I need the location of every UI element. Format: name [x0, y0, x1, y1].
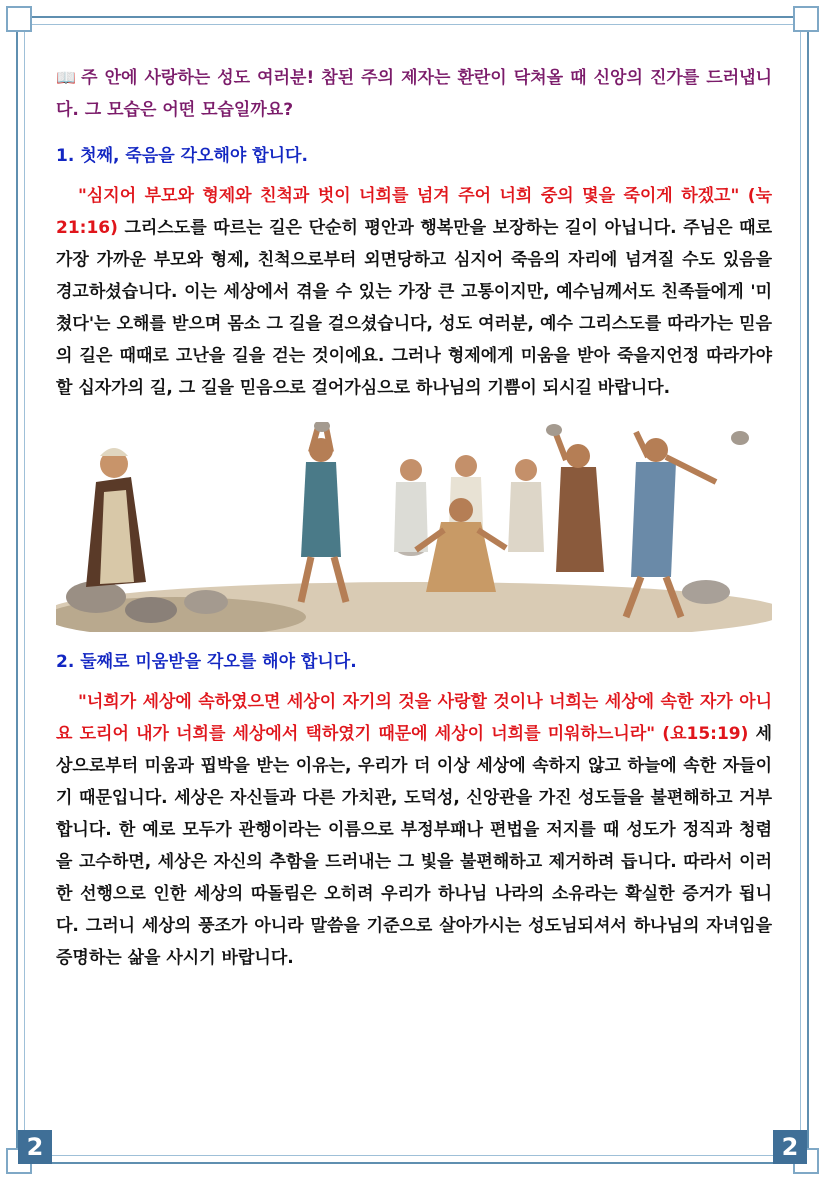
intro-paragraph: [56, 62, 772, 126]
section2-paragraph: [56, 686, 772, 974]
frame-corner-ornament: [793, 6, 819, 32]
illustration-image: [56, 422, 772, 632]
intro-text: 주 안에 사랑하는 성도 여러분! 참된 주의 제자는 환란이 닥쳐올 때 신앙의 진가를 드러냅니다. 그 모습은 어떤 모습일까요?: [56, 68, 772, 120]
stoning-illustration: [56, 422, 772, 632]
section1-quote: "심지어 부모와 형제와 친척과 벗이 너희를 넘겨 주어 너희 중의 몇을 죽이게 하겠고" (눅21:16): [56, 186, 772, 238]
page-number-right: 2: [773, 1130, 807, 1164]
section1-paragraph: [56, 180, 772, 404]
page-content: [56, 62, 772, 974]
frame-corner-ornament: [6, 6, 32, 32]
page-number-left: 2: [18, 1130, 52, 1164]
section2-heading: 2. 둘째로 미움받을 각오를 해야 합니다.: [56, 652, 357, 672]
section2-body: 세상으로부터 미움과 핍박을 받는 이유는, 우리가 더 이상 세상에 속하지 않고 하늘에 속한 자들이기 때문입니다. 세상은 자신들과 다른 가치관, 도덕성, 신앙관을 가진 성도들을 불편해하고 거부합니다. 한 예로 모두가 관행이라는 이름으로 부정부패나 편법을 저지를 때 성도가 정직과 청렴을 고수하면, 세상은 자신의 추함을 드러내는 그 빛을 불편해하고 제거하려 듭니다. 따라서 이러한 선행으로 인한 세상의 따돌림은 오히려 우리가 하나님 나라의 소유라는 확실한 증거가 됩니다. 그러니 세상의 풍조가 아니라 말씀을 기준으로 살아가시는 성도님되셔서 하나님의 자녀임을 증명하는 삶을 사시기 바랍니다.: [56, 724, 772, 968]
open-book-icon: 📖: [56, 68, 78, 87]
section2-quote: "너희가 세상에 속하였으면 세상이 자기의 것을 사랑할 것이나 너희는 세상에 속한 자가 아니요 도리어 내가 너희를 세상에서 택하였기 때문에 세상이 너희를 미워하느니라" (요15:19): [56, 692, 772, 744]
section1-body: 그리스도를 따르는 길은 단순히 평안과 행복만을 보장하는 길이 아닙니다. 주님은 때로 가장 가까운 부모와 형제, 친척으로부터 외면당하고 심지어 죽음의 자리에 넘겨질 수도 있음을 경고하셨습니다. 이는 세상에서 겪을 수 있는 가장 큰 고통이지만, 예수님께서도 친족들에게 '미쳤다'는 오해를 받으며 몸소 그 길을 걸으셨습니다, 성도 여러분, 예수 그리스도를 따라가는 믿음의 길은 때때로 고난을 길을 걷는 것이에요. 그러나 형제에게 미움을 받아 죽을지언정 따라가야 할 십자가의 길, 그 길을 믿음으로 걸어가심으로 하나님의 기쁨이 되시길 바랍니다.: [56, 218, 772, 398]
section1-heading: 1. 첫째, 죽음을 각오해야 합니다.: [56, 146, 308, 166]
